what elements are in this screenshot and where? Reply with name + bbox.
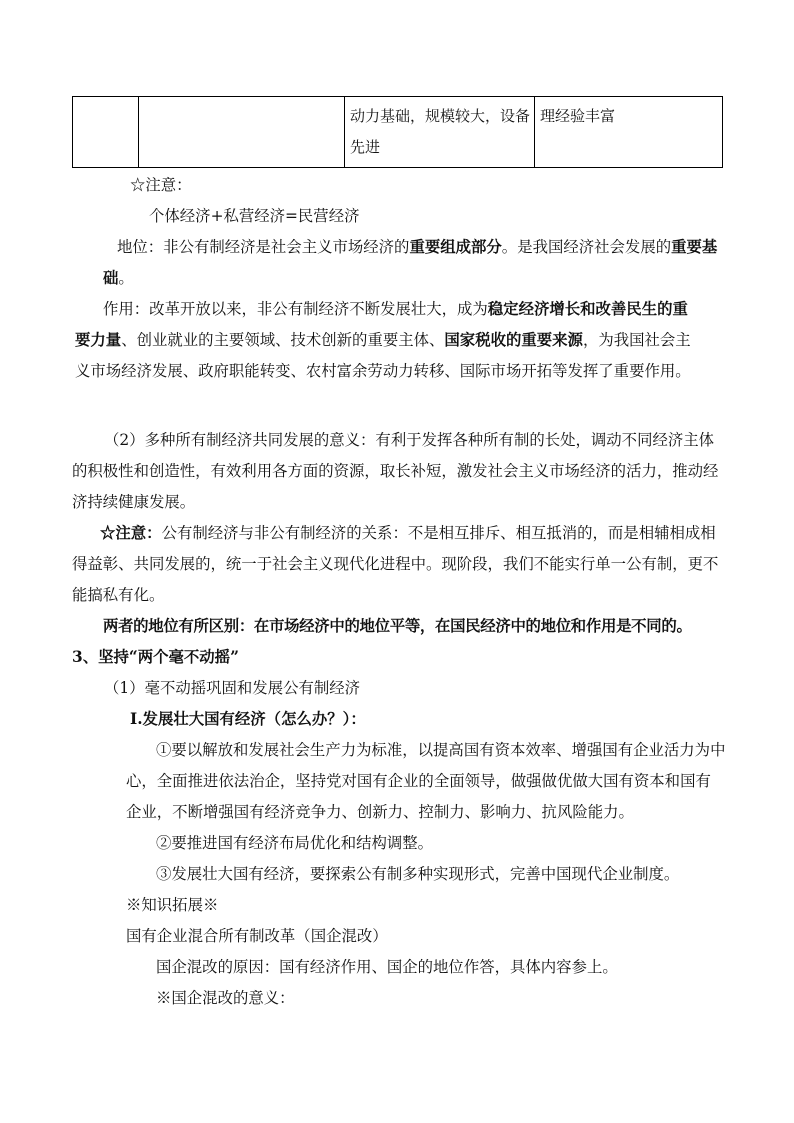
point2-paragraph: （2）多种所有制经济共同发展的意义：有利于发挥各种所有制的长处，调动不同经济主体的积极性和创造性，有效利用各方面的资源，取长补短，激发社会主义市场经济的活力，推动经济持续健康发展。 bbox=[72, 431, 719, 511]
note2-paragraph bbox=[72, 518, 724, 611]
table-cell: 理经验丰富 bbox=[535, 97, 723, 168]
role-bold: 国家税收的重要来源 bbox=[444, 331, 583, 349]
extension-title: ※知识拓展※ bbox=[126, 896, 219, 914]
sub1-heading: （1）毫不动摇巩固和发展公有制经济 bbox=[104, 679, 361, 697]
item-I-para2: ②要推进国有经济布局优化和结构调整。 bbox=[156, 834, 434, 852]
table-row bbox=[73, 97, 723, 168]
section3-heading: 3、坚持“两个毫不动摇” bbox=[72, 648, 239, 666]
note2-text: 公有制经济与非公有制经济的关系：不是相互排斥、相互抵消的，而是相辅相成相得益彰、共同发展的，统一于社会主义现代化进程中。现阶段，我们不能实行单一公有制，更不能搞私有化。 bbox=[72, 524, 719, 604]
table-fragment bbox=[72, 96, 723, 168]
status-bold: 重要组成部分 bbox=[409, 238, 502, 256]
role-paragraph bbox=[75, 294, 695, 387]
reform-title: 国有企业混合所有制改革（国企混改） bbox=[126, 927, 388, 945]
item-I-heading: Ⅰ.发展壮大国有经济（怎么办？）： bbox=[130, 710, 366, 728]
reform-reason: 国企混改的原因：国有经济作用、国企的地位作答，具体内容参上。 bbox=[156, 958, 618, 976]
status-paragraph bbox=[103, 232, 723, 294]
status-text: 地位：非公有制经济是社会主义市场经济的 bbox=[117, 238, 410, 256]
role-text: 作用：改革开放以来，非公有制经济不断发展壮大，成为 bbox=[103, 300, 488, 318]
note2-label: ☆注意： bbox=[100, 524, 162, 542]
table-cell bbox=[139, 97, 345, 168]
status-text: 。 bbox=[118, 269, 134, 287]
item-I-para3: ③发展壮大国有经济，要探索公有制多种实现形式，完善中国现代企业制度。 bbox=[156, 865, 680, 883]
note-title: ☆注意： bbox=[130, 176, 192, 194]
role-text: 、创业就业的主要领域、技术创新的重要主体、 bbox=[121, 331, 445, 349]
status-bold: 重要基础 bbox=[103, 238, 718, 287]
role-bold: 稳定经济增长和改善民生的重要力量 bbox=[75, 300, 688, 349]
status-text: 。是我国经济社会发展的 bbox=[501, 238, 672, 256]
reform-meaning: ※国企混改的意义： bbox=[156, 989, 295, 1007]
table-cell bbox=[73, 97, 139, 168]
table-cell: 动力基础，规模较大，设备先进 bbox=[345, 97, 535, 168]
emphasis-line: 两者的地位有所区别：在市场经济中的地位平等，在国民经济中的地位和作用是不同的。 bbox=[103, 617, 692, 635]
formula-line: 个体经济+私营经济=民营经济 bbox=[149, 207, 360, 225]
role-text: ，为我国社会主义市场经济发展、政府职能转变、农村富余劳动力转移、国际市场开拓等发挥了重要作用。 bbox=[75, 331, 691, 380]
item-I-para1: ①要以解放和发展社会生产力为标准，以提高国有资本效率、增强国有企业活力为中心，全面推进依法治企，坚持党对国有企业的全面领导，做强做优做大国有资本和国有企业，不断增强国有经济竞争力、创新力、控制力、影响力、抗风险能力。 bbox=[126, 741, 726, 821]
